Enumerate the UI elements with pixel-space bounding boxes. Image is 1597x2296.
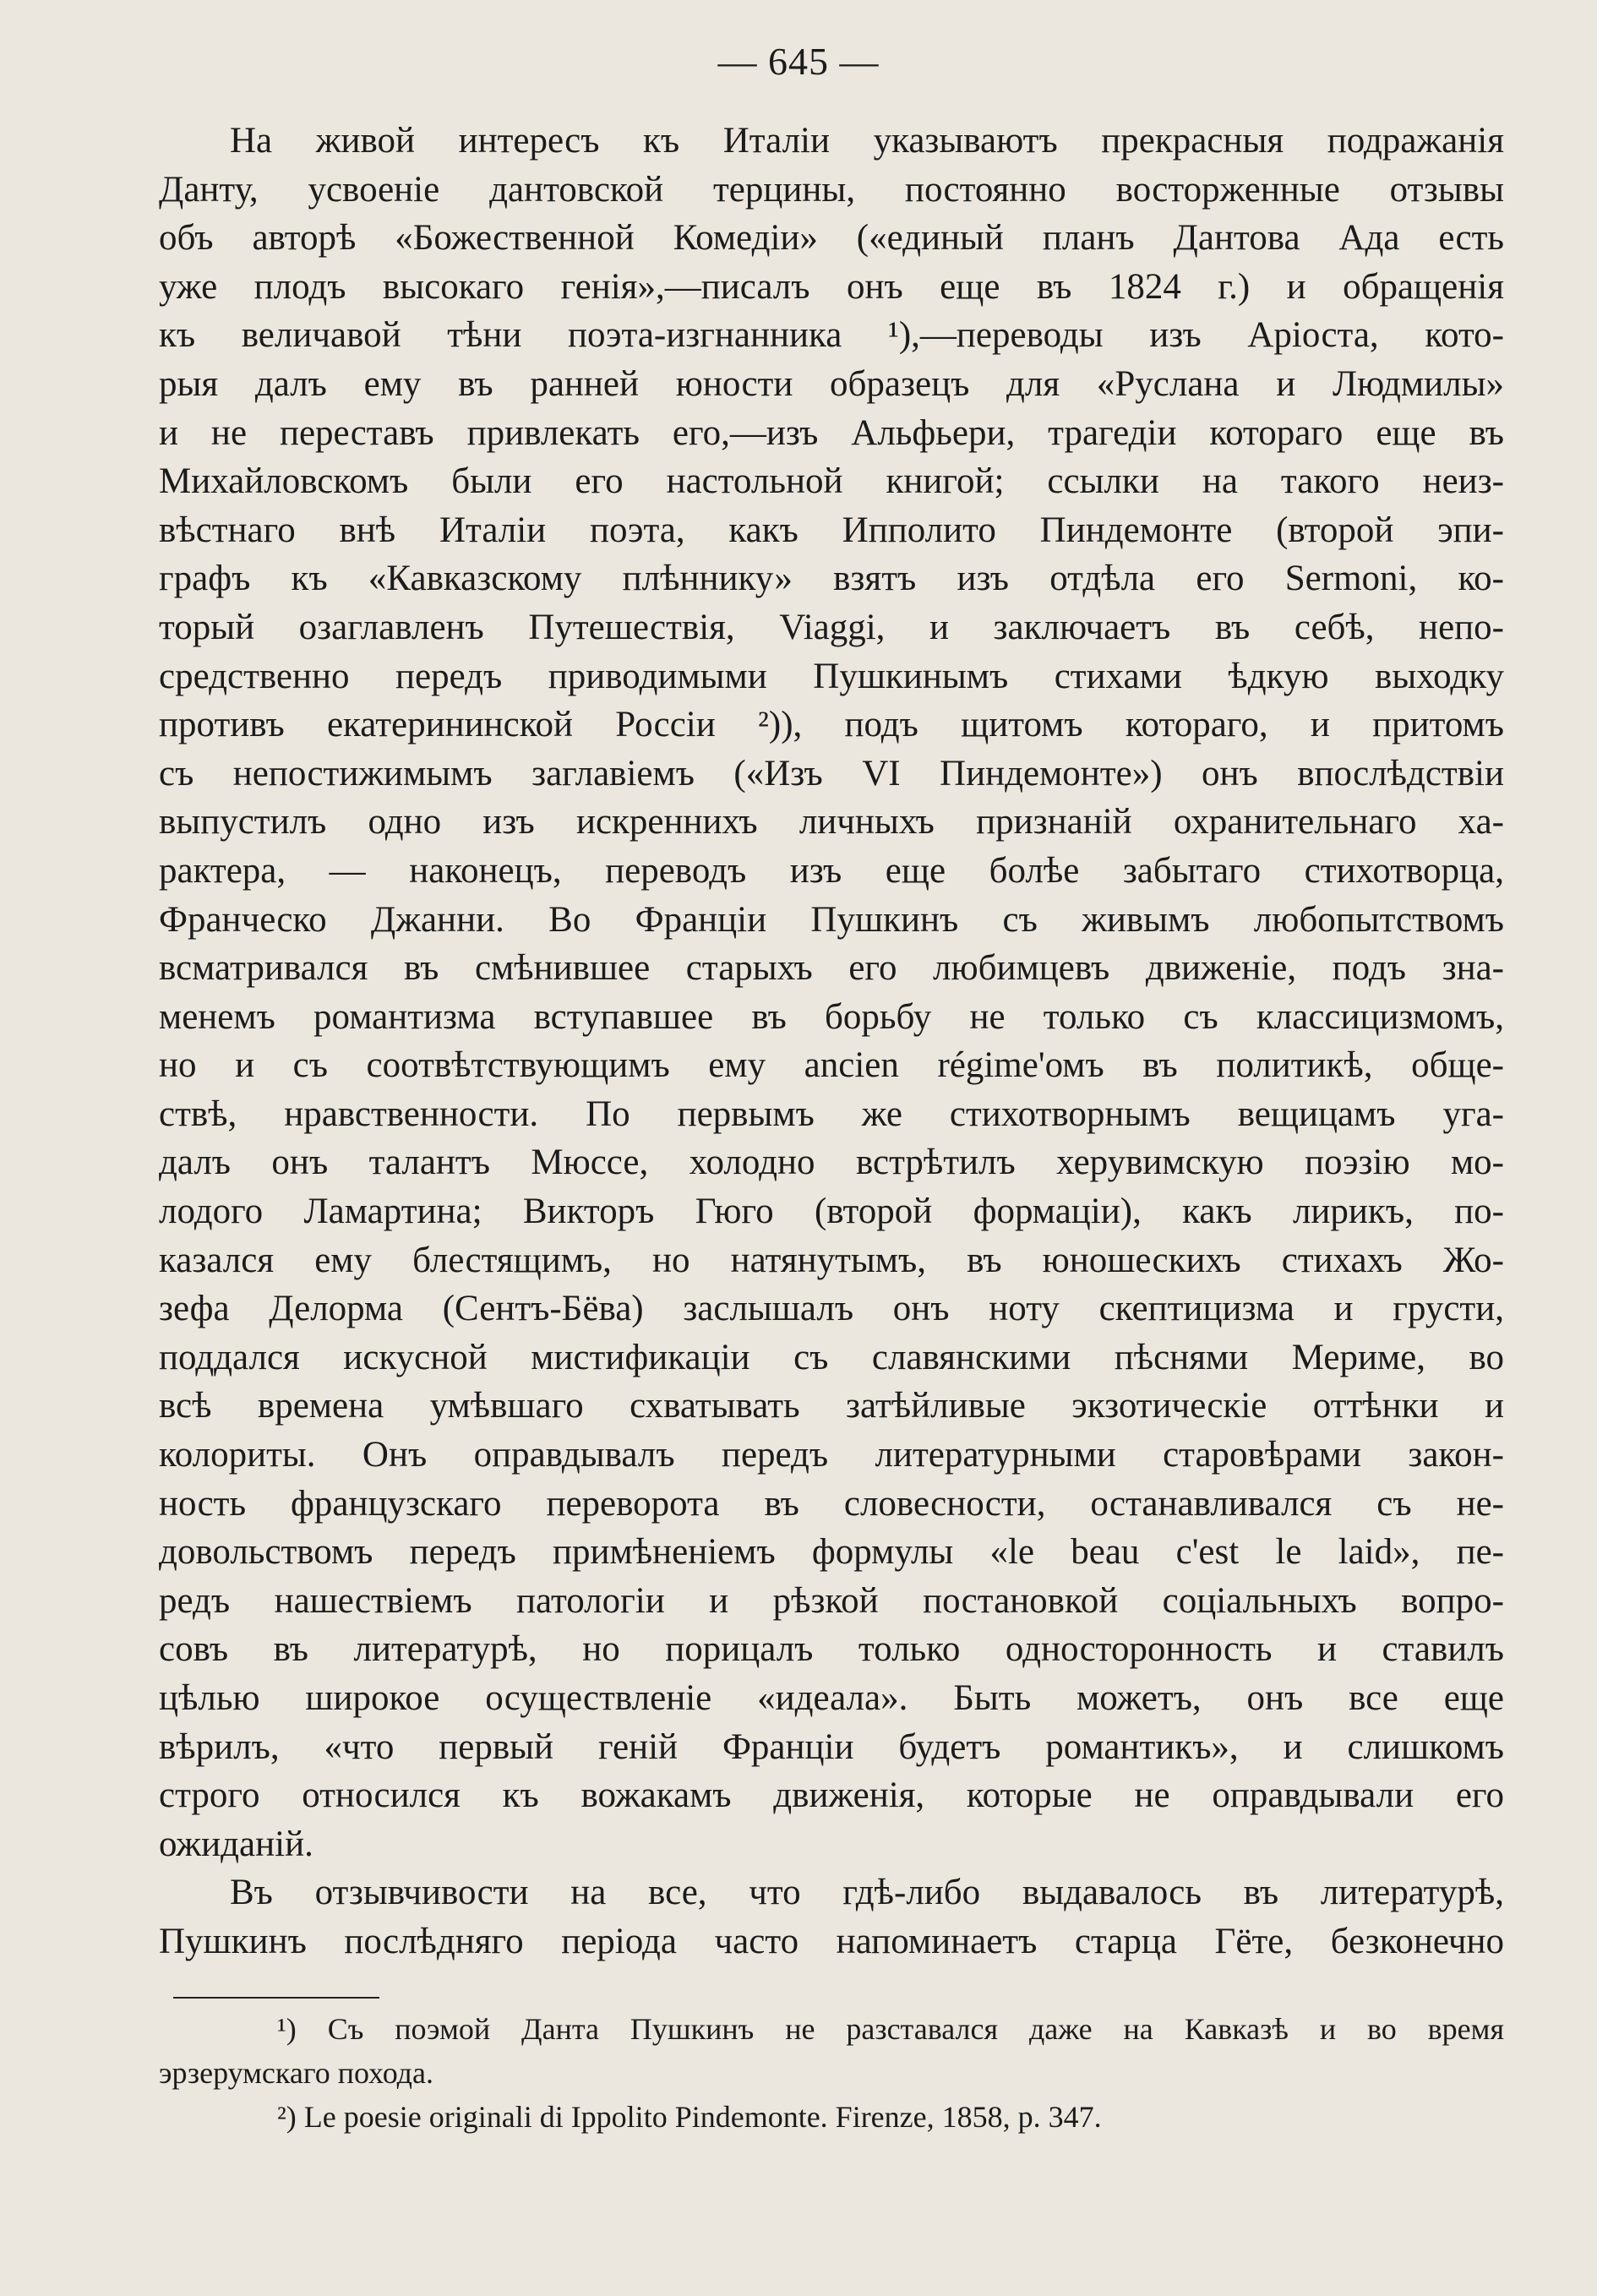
text-line: средственно передъ приводимыми Пушкинымъ стихами ѣдкую выходку <box>159 656 1504 696</box>
text-line: уже плодъ высокаго генія»,—писалъ онъ еще въ 1824 г.) и обращенія <box>159 266 1504 307</box>
text-line: выпустилъ одно изъ искреннихъ личныхъ признаній охранительнаго ха- <box>159 802 1504 843</box>
footnotes <box>159 2007 1504 2139</box>
text-line: ожиданій. <box>159 1824 313 1864</box>
footnote-line: ¹) Съ поэмой Данта Пушкинъ не разставался даже на Кавказѣ и во время <box>277 2012 1504 2046</box>
text-line: вѣстнаго внѣ Италіи поэта, какъ Ипполито Пиндемонте (второй эпи- <box>159 510 1504 550</box>
text-line: зефа Делорма (Сентъ-Бёва) заслышалъ онъ ноту скептицизма и грусти, <box>159 1289 1504 1329</box>
text-line: всматривался въ смѣнившее старыхъ его любимцевъ движеніе, подъ зна- <box>159 948 1504 989</box>
text-line: объ авторѣ «Божественной Комедіи» («единый планъ Дантова Ада есть <box>159 218 1504 259</box>
text-line: цѣлью широкое осуществленіе «идеала». Быть можетъ, онъ все еще <box>159 1678 1504 1718</box>
text-line: съ непостижимымъ заглавіемъ («Изъ VI Пиндемонте») онъ впослѣдствіи <box>159 753 1504 794</box>
text-line: лодого Ламартина; Викторъ Гюго (второй формаціи), какъ лирикъ, по- <box>159 1192 1504 1232</box>
footnote-line: ²) Le poesie originali di Ippolito Pindemonte. Firenze, 1858, p. 347. <box>277 2100 1102 2134</box>
text-line: рыя далъ ему въ ранней юности образецъ для «Руслана и Людмилы» <box>159 363 1504 404</box>
text-line: и не переставъ привлекать его,—изъ Альфьери, трагедіи котораго еще въ <box>159 412 1504 453</box>
body-text <box>159 117 1504 1966</box>
text-line: къ величавой тѣни поэта-изгнанника ¹),—переводы изъ Аріоста, кото- <box>159 315 1504 356</box>
text-line: Пушкинъ послѣдняго періода часто напоминаетъ старца Гёте, безконечно <box>159 1921 1504 1961</box>
text-line: менемъ романтизма вступавшее въ борьбу не только съ классицизмомъ, <box>159 996 1504 1037</box>
text-line: довольствомъ передъ примѣненіемъ формулы «le beau c'est le laid», пе- <box>159 1532 1504 1573</box>
text-line: Михайловскомъ были его настольной книгой; ссылки на такого неиз- <box>159 461 1504 502</box>
text-line: но и съ соотвѣтствующимъ ему ancien régime'омъ въ политикѣ, обще- <box>159 1045 1504 1086</box>
text-line: поддался искусной мистификаціи съ славянскими пѣснями Мериме, во <box>159 1337 1504 1377</box>
text-line: торый озаглавленъ Путешествія, Viaggi, и заключаетъ въ себѣ, непо- <box>159 607 1504 647</box>
footnote-rule <box>173 1997 379 1999</box>
text-line: ствѣ, нравственности. По первымъ же стихотворнымъ вещицамъ уга- <box>159 1093 1504 1134</box>
text-line: редъ нашествіемъ патологіи и рѣзкой постановкой соціальныхъ вопро- <box>159 1580 1504 1621</box>
text-line: колориты. Онъ оправдывалъ передъ литературными старовѣрами закон- <box>159 1435 1504 1475</box>
page-number: — 645 — <box>717 40 880 83</box>
text-line: Въ отзывчивости на все, что гдѣ-либо выдавалось въ литературѣ, <box>230 1873 1504 1913</box>
text-line: казался ему блестящимъ, но натянутымъ, въ юношескихъ стихахъ Жо- <box>159 1240 1504 1280</box>
text-line: строго относился къ вожакамъ движенія, которые не оправдывали его <box>159 1775 1504 1816</box>
text-line: рактера, — наконецъ, переводъ изъ еще болѣе забытаго стихотворца, <box>159 850 1504 891</box>
footnote-line: эрзерумскаго похода. <box>159 2056 433 2090</box>
text-line: На живой интересъ къ Италіи указываютъ прекрасныя подражанія <box>230 121 1504 161</box>
text-line: совъ въ литературѣ, но порицалъ только односторонность и ставилъ <box>159 1629 1504 1670</box>
text-line: противъ екатерининской Россіи ²)), подъ щитомъ котораго, и притомъ <box>159 705 1504 745</box>
text-line: всѣ времена умѣвшаго схватывать затѣйливые экзотическіе оттѣнки и <box>159 1386 1504 1426</box>
text-line: графъ къ «Кавказскому плѣннику» взятъ изъ отдѣла его Sermoni, ко- <box>159 559 1504 599</box>
text-line: ность французскаго переворота въ словесности, останавливался съ не- <box>159 1483 1504 1524</box>
text-line: вѣрилъ, «что первый геній Франціи будетъ романтикъ», и слишкомъ <box>159 1726 1504 1767</box>
text-line: Франческо Джанни. Во Франціи Пушкинъ съ живымъ любопытствомъ <box>159 899 1504 940</box>
text-line: Данту, усвоеніе дантовской терцины, постоянно восторженные отзывы <box>159 169 1504 210</box>
text-line: далъ онъ талантъ Мюссе, холодно встрѣтилъ херувимскую поэзію мо- <box>159 1143 1504 1183</box>
